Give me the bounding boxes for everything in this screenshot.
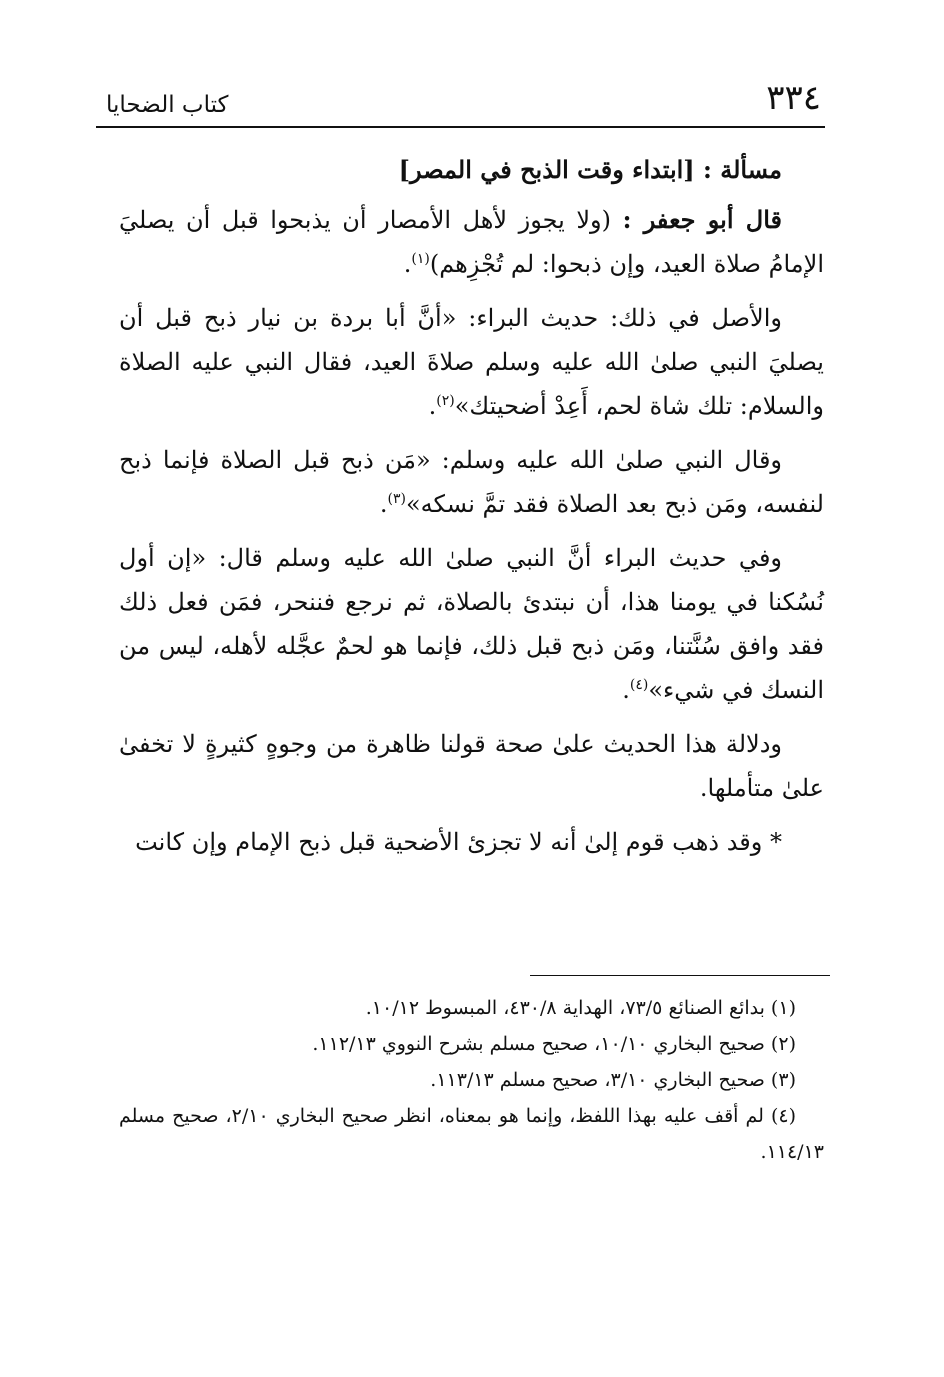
footnote-4: (٤) لم أقف عليه بهذا اللفظ، وإنما هو بمعناه، انظر صحيح البخاري ٢/١٠، صحيح مسلم ١١٤/١٣.: [119, 1105, 824, 1163]
paragraph-tail: .: [403, 250, 412, 278]
paragraph-4: [119, 536, 824, 712]
footnote-marker-3[interactable]: (٣): [387, 491, 406, 507]
paragraph-tail: .: [622, 676, 630, 704]
paragraph-tail: .: [428, 392, 437, 420]
paragraph-3: [119, 438, 824, 526]
main-text: [119, 150, 824, 874]
paragraph-tail: .: [379, 490, 388, 518]
page-number: ٣٣٤: [766, 78, 821, 118]
header-divider: [96, 126, 825, 128]
paragraph-text: * وقد ذهب قوم إلىٰ أنه لا تجزئ الأضحية قبل ذبح الإمام وإن كانت: [135, 828, 782, 856]
footnote-3: (٣) صحيح البخاري ٣/١٠، صحيح مسلم ١١٣/١٣.: [430, 1069, 796, 1091]
running-header: [96, 70, 825, 126]
paragraph-2: [119, 296, 824, 428]
paragraph-1: [119, 198, 824, 286]
paragraph-text: وفي حديث البراء أنَّ النبي صلىٰ الله عليه وسلم قال: «إن أول نُسُكنا في يومنا هذا، أن نبتدئ بالصلاة، ثم نرجع فننحر، فمَن فعل ذلك فقد وافق سُنَّتنا، ومَن ذبح قبل ذلك، فإنما هو لحمٌ عجَّله لأهله، ليس من النسك في شيء»: [119, 544, 824, 704]
footnotes: [119, 990, 824, 1170]
paragraph-6: [119, 820, 824, 864]
footnote-2: (٢) صحيح البخاري ١٠/١٠، صحيح مسلم بشرح النووي ١١٢/١٣.: [312, 1033, 796, 1055]
paragraph-text: والأصل في ذلك: حديث البراء: «أنَّ أبا بردة بن نيار ذبح قبل أن يصليَ النبي صلىٰ الله عليه وسلم صلاةَ العيد، فقال النبي عليه الصلاة والسلام: تلك شاة لحم، أَعِدْ أضحيتك»: [119, 304, 824, 420]
footnote-marker-2[interactable]: (٢): [436, 393, 455, 409]
paragraph-text: وقال النبي صلىٰ الله عليه وسلم: «مَن ذبح قبل الصلاة فإنما ذبح لنفسه، ومَن ذبح بعد الصلاة فقد تمَّ نسكه»: [119, 446, 824, 518]
section-label: مسألة :: [703, 155, 782, 184]
paragraph-5: [119, 722, 824, 810]
footnote-marker-1[interactable]: (١): [411, 251, 430, 267]
paragraph-lead: قال أبو جعفر :: [622, 205, 782, 234]
section-heading: [119, 150, 824, 190]
footnote-1: (١) بدائع الصنائع ٧٣/٥، الهداية ٤٣٠/٨، المبسوط ١٠/١٢.: [365, 997, 796, 1019]
book-title: كتاب الضحايا: [106, 92, 229, 118]
footnote-divider: [530, 975, 830, 976]
section-title: [ابتداء وقت الذبح في المصر]: [398, 155, 695, 184]
paragraph-text: (ولا يجوز لأهل الأمصار أن يذبحوا قبل أن يصليَ الإمامُ صلاة العيد، وإن ذبحوا: لم تُجْزِهم): [119, 206, 824, 278]
paragraph-text: ودلالة هذا الحديث علىٰ صحة قولنا ظاهرة من وجوهٍ كثيرةٍ لا تخفىٰ علىٰ متأملها.: [119, 730, 824, 802]
footnote-marker-4[interactable]: (٤): [629, 677, 649, 693]
